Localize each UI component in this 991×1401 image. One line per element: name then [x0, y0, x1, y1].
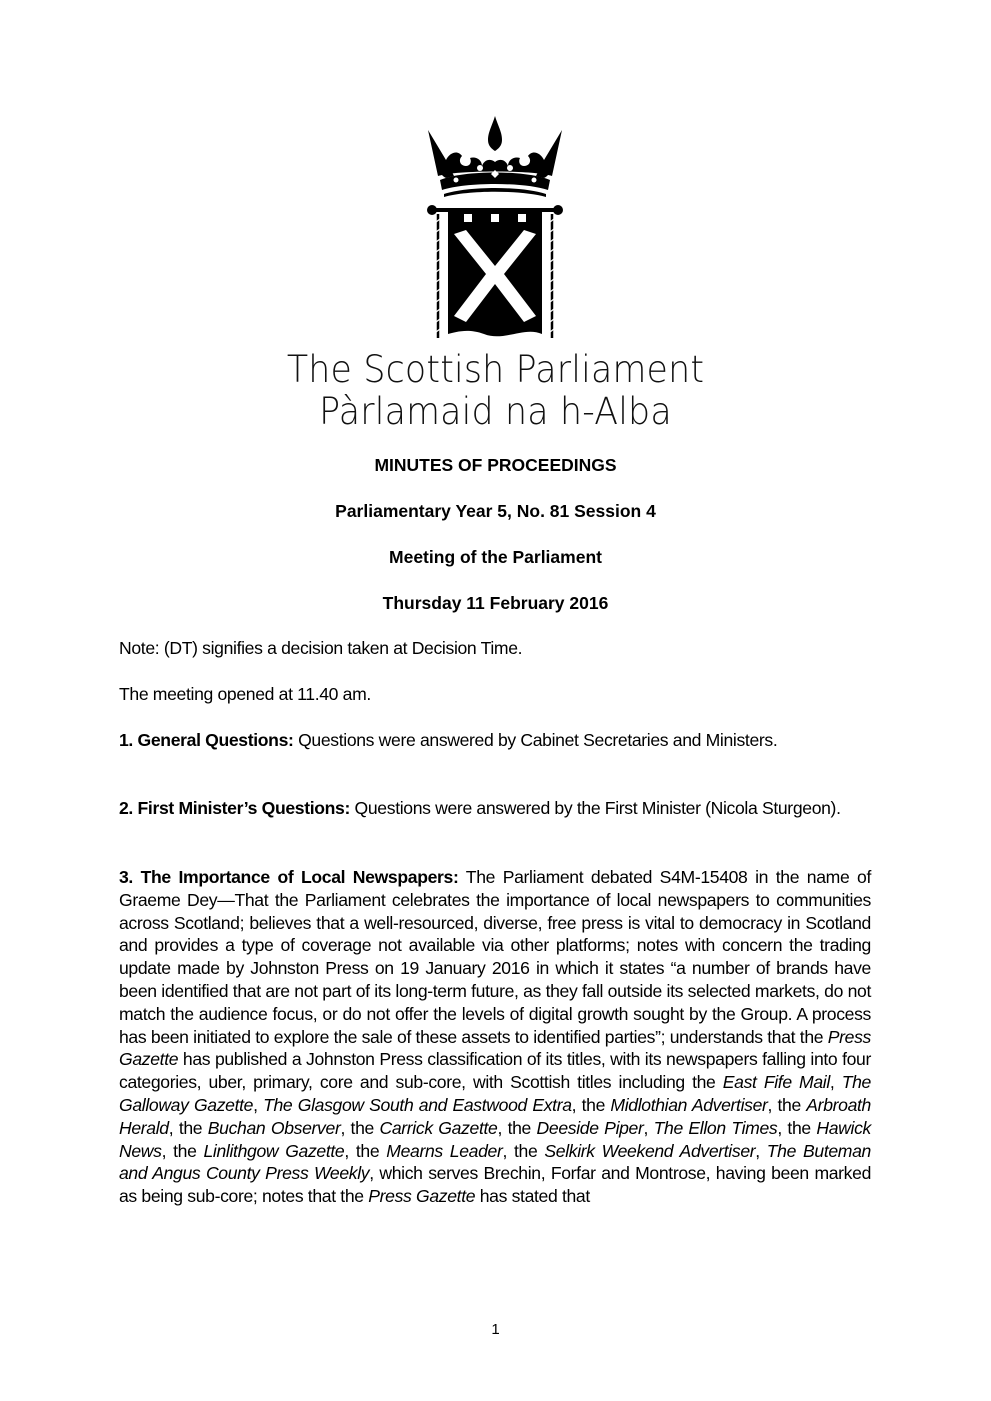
- newspaper-title: The Glasgow South and Eastwood Extra: [263, 1094, 572, 1115]
- body-text: , the: [777, 1117, 817, 1138]
- org-name-gaelic: Pàrlamaid na h-Alba: [319, 390, 672, 433]
- meeting-opened-text: The meeting opened at 11.40 am.: [119, 684, 371, 704]
- item-title: The Importance of Local Newspapers:: [140, 867, 459, 887]
- org-name-english: The Scottish Parliament: [286, 348, 705, 391]
- item-body: [350, 798, 841, 818]
- newspaper-title: Buchan Observer: [207, 1117, 341, 1138]
- scottish-parliament-emblem-icon: [424, 116, 566, 342]
- body-text: , which serves Brechin, Forfar and Montrose, having been marked as being sub-core; notes that the: [119, 1163, 872, 1207]
- body-text: , the: [344, 1140, 387, 1161]
- agenda-item-2: [119, 797, 871, 820]
- newspaper-title: Linlithgow Gazette: [203, 1140, 345, 1161]
- agenda-item-3: [119, 866, 871, 1208]
- body-text: ,: [755, 1140, 767, 1161]
- newspaper-title: East Fife Mail: [722, 1072, 830, 1093]
- item-title: General Questions:: [137, 730, 294, 750]
- body-text: has stated that: [475, 1186, 590, 1207]
- item-title: First Minister’s Questions:: [137, 798, 350, 818]
- newspaper-title: Selkirk Weekend Advertiser: [544, 1140, 756, 1161]
- newspaper-title: Hawick News: [119, 1117, 871, 1161]
- item-body: [294, 730, 778, 750]
- body-text: Questions were answered by the First Minister (Nicola Sturgeon).: [350, 798, 841, 818]
- body-text: , the: [767, 1094, 807, 1115]
- page-number: 1: [491, 1321, 500, 1338]
- newspaper-title: Deeside Piper: [536, 1117, 644, 1138]
- newspaper-title: The Ellon Times: [653, 1117, 778, 1138]
- newspaper-title: Carrick Gazette: [379, 1117, 498, 1138]
- agenda-item-1: [119, 729, 871, 752]
- item-number: 3.: [119, 867, 133, 887]
- newspaper-title: Arbroath Herald: [119, 1094, 871, 1138]
- body-text: The Parliament debated S4M-15408 in the name of Graeme Dey—That the Parliament celebrates the importance of local newspapers to communities across Scotland; believes that a well-resourced, diverse, free press is vital to democracy in Scotland and provides a type of coverage not available via other platforms; notes with concern the trading update made by Johnston Press on 19 January 2016 in which it states “a number of brands have been identified that are not part of its long-term future, as they fall outside its selected markets, do not match the audience focus, or do not offer the levels of digital growth sought by the Group. A process has been initiated to explore the sale of these assets to identified parties”; understands that the: [119, 867, 871, 1047]
- newspaper-title: Midlothian Advertiser: [610, 1094, 768, 1115]
- body-text: ,: [643, 1117, 654, 1138]
- decision-time-note: Note: (DT) signifies a decision taken at Decision Time.: [119, 638, 523, 658]
- body-text: , the: [497, 1117, 537, 1138]
- parliamentary-year-heading: Parliamentary Year 5, No. 81 Session 4: [335, 501, 656, 521]
- newspaper-title: Mearns Leader: [386, 1140, 503, 1161]
- date-heading: Thursday 11 February 2016: [382, 593, 609, 613]
- body-text: , the: [340, 1117, 380, 1138]
- item-number: 1.: [119, 730, 133, 750]
- meeting-heading: Meeting of the Parliament: [389, 547, 602, 567]
- body-text: has published a Johnston Press classification of its titles, with its newspapers falling into four categories, uber, primary, core and sub-core, with Scottish titles including the: [119, 1049, 871, 1093]
- document-type-heading: MINUTES OF PROCEEDINGS: [374, 455, 617, 475]
- item-number: 2.: [119, 798, 133, 818]
- body-text: , the: [168, 1117, 208, 1138]
- body-text: ,: [253, 1094, 264, 1115]
- body-text: , the: [161, 1140, 204, 1161]
- newspaper-title: The Galloway Gazette: [119, 1072, 871, 1115]
- body-text: , the: [571, 1094, 611, 1115]
- item-body: [119, 867, 871, 1206]
- body-text: , the: [502, 1140, 545, 1161]
- newspaper-title: The Buteman and Angus County Press Weekly: [119, 1140, 871, 1184]
- body-text: ,: [829, 1072, 842, 1093]
- newspaper-title: Press Gazette: [119, 1026, 871, 1070]
- body-text: Questions were answered by Cabinet Secretaries and Ministers.: [293, 730, 778, 750]
- newspaper-title: Press Gazette: [368, 1186, 476, 1207]
